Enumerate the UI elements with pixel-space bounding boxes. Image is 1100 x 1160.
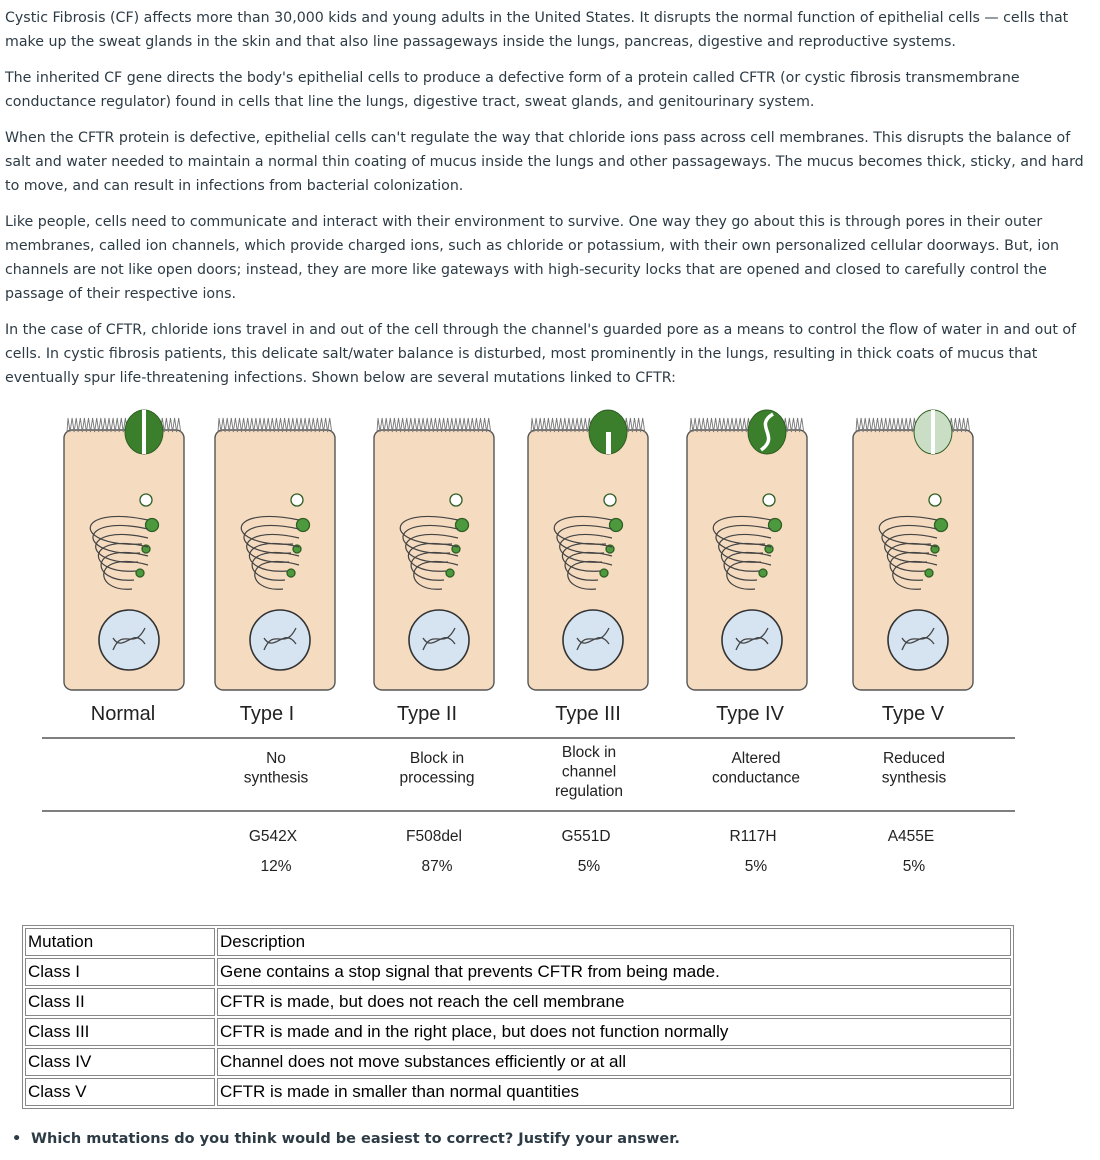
table-row — [25, 1048, 1011, 1076]
table-row — [25, 1018, 1011, 1046]
vesicle-dot — [763, 494, 775, 506]
table-header-description: Description — [217, 928, 1011, 956]
frequency-label: 5% — [902, 858, 926, 875]
description-cell: CFTR is made and in the right place, but does not function normally — [217, 1018, 1011, 1046]
frequency-label: 5% — [744, 858, 768, 875]
frequency-label: 12% — [260, 858, 292, 875]
vesicle-dot — [759, 569, 767, 577]
cftr-channel-icon — [914, 410, 952, 454]
cftr-mutation-figure — [0, 408, 1100, 908]
mutation-class-cell: Class V — [25, 1078, 215, 1106]
effect-label: Reduced — [882, 750, 946, 767]
description-cell: Gene contains a stop signal that prevents CFTR from being made. — [217, 958, 1011, 986]
table-row — [25, 988, 1011, 1016]
cell-type-2 — [374, 418, 494, 690]
table-row — [25, 958, 1011, 986]
nucleus-dna-icon — [99, 610, 159, 670]
vesicle-dot — [291, 494, 303, 506]
vesicle-dot — [925, 569, 933, 577]
table-row — [25, 1078, 1011, 1106]
table-header-mutation: Mutation — [25, 928, 215, 956]
mutation-class-cell: Class III — [25, 1018, 215, 1046]
defective-protein-paragraph: When the CFTR protein is defective, epithelial cells can't regulate the way that chloride ions pass across cell membranes. This disrupts the balance of salt and water needed to maintain a normal thin coating of mucus inside the lungs and other passageways. The mucus becomes thick, sticky, and hard to move, and can result in infections from bacterial colonization. — [5, 130, 1084, 194]
cftr-channel-icon — [125, 410, 163, 454]
effect-label: Altered — [731, 750, 781, 767]
effect-label: synthesis — [881, 769, 947, 787]
table-header-row — [25, 928, 1011, 956]
figure-labels — [91, 703, 947, 875]
cell-type-1 — [215, 418, 335, 690]
effect-label: regulation — [554, 783, 624, 800]
question-item — [12, 1131, 680, 1147]
effect-label: No — [266, 750, 286, 767]
type-label: Type II — [396, 703, 458, 725]
cell-type-3 — [528, 410, 648, 690]
nucleus-dna-icon — [409, 610, 469, 670]
vesicle-dot — [136, 569, 144, 577]
effect-label: channel — [561, 763, 617, 781]
type-label: Normal — [90, 703, 156, 725]
vesicle-dot — [287, 569, 295, 577]
cell-diagrams — [64, 410, 973, 690]
bullet-icon: • — [12, 1131, 22, 1147]
mutation-label: R117H — [729, 828, 777, 845]
vesicle-dot — [929, 494, 941, 506]
type-label: Type IV — [716, 703, 784, 725]
nucleus-dna-icon — [888, 610, 948, 670]
mutation-class-cell: Class IV — [25, 1048, 215, 1076]
vesicle-dot — [450, 494, 462, 506]
type-label: Type I — [239, 703, 295, 725]
mutation-label: G542X — [248, 828, 298, 845]
frequency-label: 5% — [577, 858, 601, 875]
chloride-paragraph: In the case of CFTR, chloride ions travel in and out of the cell through the channel's guarded pore as a means to control the flow of water in and out of cells. In cystic fibrosis patients, this delicate salt/water balance is disturbed, most prominently in the lungs, resulting in thick coats of mucus that eventually spur life-threatening infections. Shown below are several mutations linked to CFTR: — [5, 322, 1077, 386]
mutation-label: F508del — [405, 828, 463, 845]
cftr-channel-icon — [748, 410, 786, 454]
vesicle-dot — [604, 494, 616, 506]
ion-channel-paragraph: Like people, cells need to communicate and interact with their environment to survive. One way they go about this is through pores in their outer membranes, called ion channels, which provide charged ions, such as chloride or potassium, with their own personalized cellular doorways. But, ion channels are not like open doors; instead, they are more like gateways with high-security locks that are opened and closed to carefully control the passage of their respective ions. — [5, 214, 1060, 302]
type-label: Type V — [881, 703, 945, 725]
mutation-class-cell: Class I — [25, 958, 215, 986]
mutation-label: G551D — [561, 828, 611, 845]
effect-label: processing — [399, 769, 475, 787]
question-text: Which mutations do you think would be easiest to correct? Justify your answer. — [31, 1131, 680, 1147]
description-cell: Channel does not move substances efficiently or at all — [217, 1048, 1011, 1076]
type-label: Type III — [555, 703, 621, 725]
effect-label: synthesis — [243, 769, 309, 787]
cell-normal — [64, 410, 184, 690]
intro-paragraph: Cystic Fibrosis (CF) affects more than 30,000 kids and young adults in the United States. It disrupts the normal function of epithelial cells — cells that make up the sweat glands in the skin and that also line passageways inside the lungs, pancreas, digestive and reproductive systems. — [5, 10, 1069, 50]
mutation-class-table — [22, 925, 1014, 1109]
effect-label: conductance — [712, 769, 800, 787]
mutation-class-cell: Class II — [25, 988, 215, 1016]
nucleus-dna-icon — [250, 610, 310, 670]
description-cell: CFTR is made, but does not reach the cell membrane — [217, 988, 1011, 1016]
cell-type-5 — [853, 410, 973, 690]
effect-label: Block in — [561, 744, 617, 761]
frequency-label: 87% — [421, 858, 453, 875]
cftr-gene-paragraph: The inherited CF gene directs the body's epithelial cells to produce a defective form of a protein called CFTR (or cystic fibrosis transmembrane conductance regulator) found in cells that line the lungs, digestive tract, sweat glands, and genitourinary system. — [5, 70, 1020, 110]
cftr-channel-icon — [589, 410, 627, 454]
vesicle-dot — [446, 569, 454, 577]
effect-label: Block in — [409, 750, 465, 767]
cell-type-4 — [687, 410, 807, 690]
mutation-label: A455E — [887, 828, 935, 845]
vesicle-dot — [140, 494, 152, 506]
nucleus-dna-icon — [563, 610, 623, 670]
description-cell: CFTR is made in smaller than normal quantities — [217, 1078, 1011, 1106]
nucleus-dna-icon — [722, 610, 782, 670]
vesicle-dot — [600, 569, 608, 577]
